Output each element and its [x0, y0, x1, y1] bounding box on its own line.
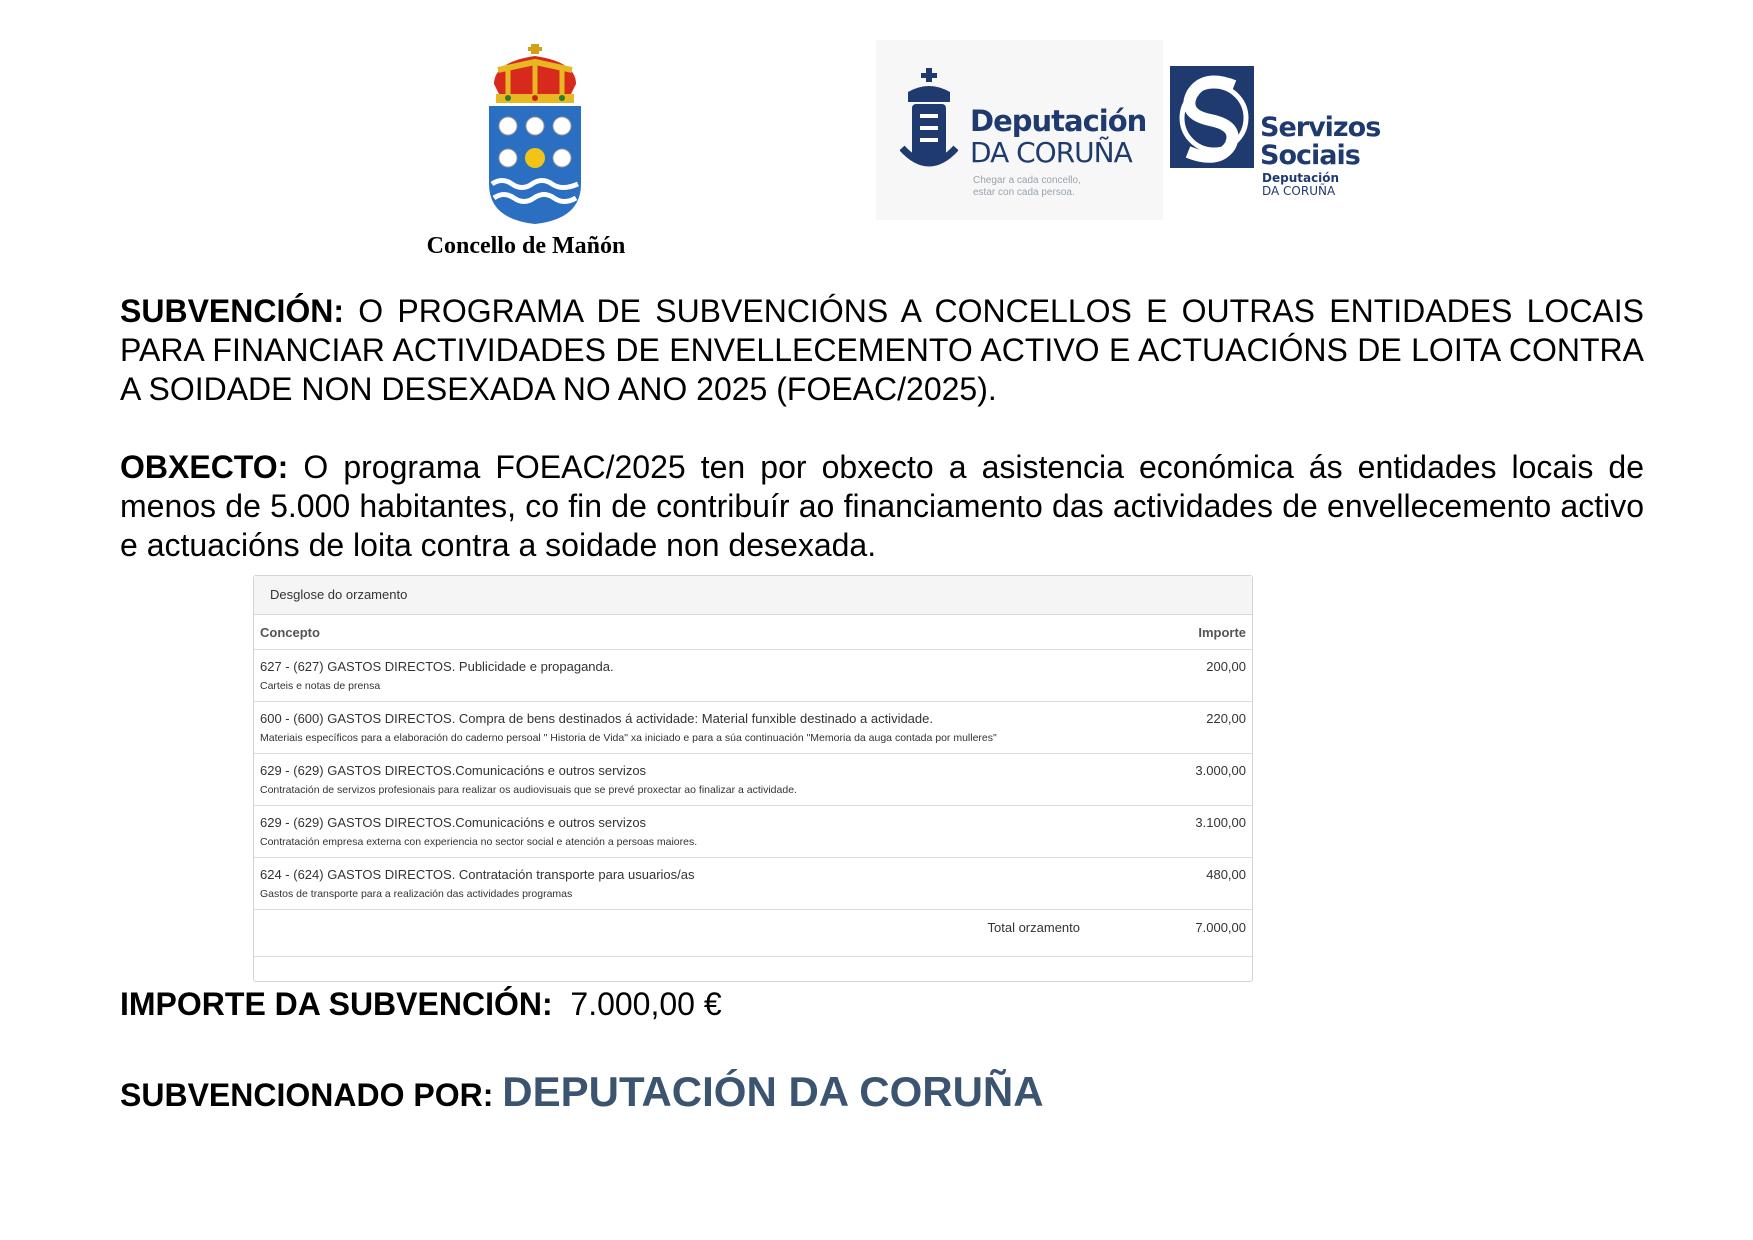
row-concept: 629 - (629) GASTOS DIRECTOS.Comunicacións e outros servizos	[260, 763, 647, 778]
servizos-sociais-mark-icon	[1170, 66, 1254, 168]
subvencionado-line	[120, 1068, 1044, 1116]
subvencion-paragraph	[120, 292, 1644, 409]
budget-table	[253, 575, 1253, 982]
total-label: Total orzamento	[987, 920, 1080, 935]
row-concept: 629 - (629) GASTOS DIRECTOS.Comunicacións e outros servizos	[260, 815, 647, 830]
row-amount: 3.000,00	[1195, 763, 1246, 778]
column-header-amount: Importe	[1198, 625, 1246, 640]
subvencion-text: O PROGRAMA DE SUBVENCIÓNS A CONCELLOS E OUTRAS ENTIDADES LOCAIS PARA FINANCIAR ACTIVIDADES DE ENVELLECEMENTO ACTIVO E ACTUACIÓNS DE LOITA CONTRA A SOIDADE NON DESEXADA NO ANO 2025 (FOEAC/2025).	[120, 293, 1644, 407]
row-detail: Materiais específicos para a elaboración do caderno persoal " Historia de Vida" xa iniciado e para a súa continuación "Memoria da auga contada por mulleres"	[260, 732, 997, 744]
servizos-logo-line2: Sociais	[1260, 140, 1360, 171]
subvencion-label: SUBVENCIÓN:	[120, 293, 345, 329]
row-amount: 200,00	[1206, 659, 1246, 674]
table-row	[254, 806, 1252, 858]
table-row	[254, 858, 1252, 910]
row-amount: 480,00	[1206, 867, 1246, 882]
row-amount: 220,00	[1206, 711, 1246, 726]
tower-icon	[900, 68, 958, 172]
servizos-logo-line1: Servizos	[1260, 112, 1381, 143]
row-detail: Contratación de servizos profesionais para realizar os audiovisuais que se prevé proxectar ao finalizar a actividade.	[260, 784, 797, 796]
obxecto-text: O programa FOEAC/2025 ten por obxecto a asistencia económica ás entidades locais de menos de 5.000 habitantes, co fin de contribuír ao financiamento das actividades de envellecemento activo e actuacións de loita contra a soidade non desexada.	[120, 449, 1644, 563]
concello-name: Concello de Mañón	[426, 233, 626, 259]
subvencionado-org: DEPUTACIÓN DA CORUÑA	[502, 1068, 1044, 1115]
obxecto-paragraph	[120, 448, 1644, 565]
row-concept: 624 - (624) GASTOS DIRECTOS. Contratación transporte para usuarios/as	[260, 867, 695, 882]
coat-of-arms-logo	[484, 44, 586, 224]
table-row	[254, 702, 1252, 754]
row-concept: 627 - (627) GASTOS DIRECTOS. Publicidade e propaganda.	[260, 659, 614, 674]
importe-label: IMPORTE DA SUBVENCIÓN:	[120, 986, 553, 1022]
budget-table-header	[254, 615, 1252, 650]
deputacion-logo	[876, 40, 1163, 220]
row-detail: Contratación empresa externa con experiencia no sector social e atención a persoas maiores.	[260, 836, 698, 848]
servizos-logo-line3: Deputación	[1262, 171, 1340, 185]
column-header-concept: Concepto	[260, 625, 320, 640]
subvencionado-label: SUBVENCIONADO POR:	[120, 1077, 494, 1113]
total-amount: 7.000,00	[1195, 920, 1246, 935]
importe-value: 7.000,00 €	[570, 986, 722, 1022]
servizos-logo-line4: DA CORUÑA	[1262, 184, 1336, 198]
row-concept: 600 - (600) GASTOS DIRECTOS. Compra de bens destinados á actividade: Material funxible destinado a actividade.	[260, 711, 933, 726]
servizos-sociais-logo	[1170, 66, 1385, 202]
row-amount: 3.100,00	[1195, 815, 1246, 830]
deputacion-logo-tagline: Chegar a cada concello, estar con cada persoa.	[973, 175, 1081, 198]
row-detail: Carteis e notas de prensa	[260, 680, 381, 692]
budget-table-title: Desglose do orzamento	[254, 576, 1252, 615]
budget-total-row	[254, 910, 1252, 957]
table-row	[254, 650, 1252, 702]
table-row	[254, 754, 1252, 806]
deputacion-logo-subtitle: DA CORUÑA	[970, 136, 1132, 169]
deputacion-logo-title: Deputación	[970, 104, 1147, 138]
importe-line	[120, 986, 722, 1023]
obxecto-label: OBXECTO:	[120, 449, 289, 485]
row-detail: Gastos de transporte para a realización das actividades programas	[260, 888, 573, 900]
